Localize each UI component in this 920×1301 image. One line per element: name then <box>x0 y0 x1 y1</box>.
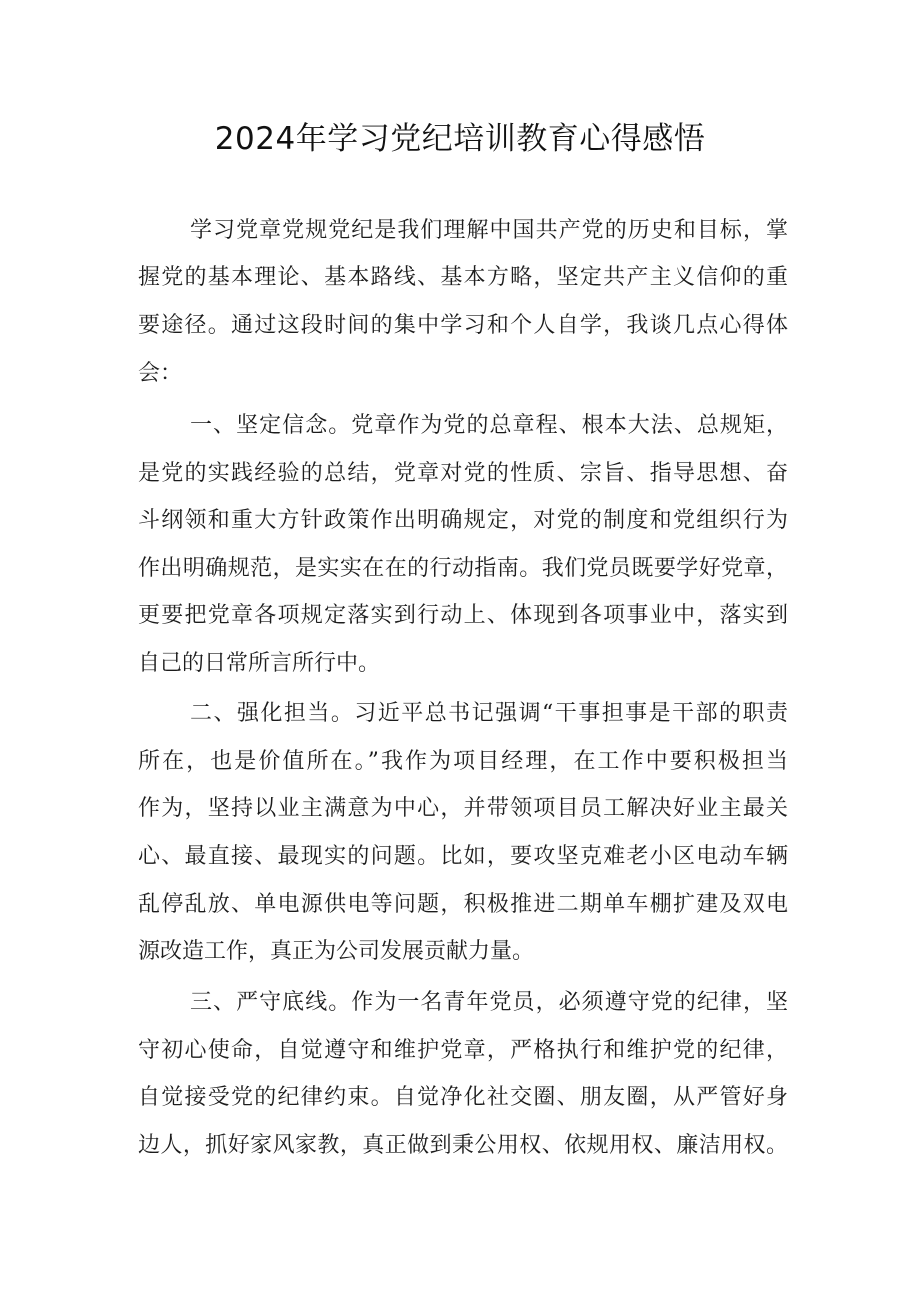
paragraph-3-line-5: 乱停乱放、单电源供电等问题，积极推进二期单车棚扩建及双电 <box>138 892 788 917</box>
paragraph-4-line-3: 自觉接受党的纪律约束。自觉净化社交圈、朋友圈，从严管好身 <box>138 1085 788 1110</box>
paragraph-2-line-4: 作出明确规范，是实实在在的行动指南。我们党员既要学好党章， <box>138 556 788 581</box>
paragraph-3-line-2: 所在，也是价值所在。”我作为项目经理，在工作中要积极担当 <box>138 749 788 774</box>
paragraph-3-line-4: 心、最直接、最现实的问题。比如，要攻坚克难老小区电动车辆 <box>138 844 788 869</box>
paragraph-4-line-1: 三、严守底线。作为一名青年党员，必须遵守党的纪律，坚 <box>190 990 788 1015</box>
paragraph-2-line-1: 一、坚定信念。党章作为党的总章程、根本大法、总规矩， <box>190 413 788 438</box>
paragraph-2-line-6: 自己的日常所言所行中。 <box>138 651 381 676</box>
paragraph-1-line-1: 学习党章党规党纪是我们理解中国共产党的历史和目标，掌 <box>190 218 788 243</box>
paragraph-1-line-2: 握党的基本理论、基本路线、基本方略，坚定共产主义信仰的重 <box>138 265 788 290</box>
paragraph-3-line-3: 作为，坚持以业主满意为中心，并带领项目员工解决好业主最关 <box>138 796 788 821</box>
paragraph-1-line-4: 会： <box>138 361 183 386</box>
paragraph-3-line-1: 二、强化担当。习近平总书记强调“干事担事是干部的职责 <box>190 701 788 726</box>
paragraph-1-line-3: 要途径。通过这段时间的集中学习和个人自学，我谈几点心得体 <box>138 313 788 338</box>
document-title: 2024年学习党纪培训教育心得感悟 <box>214 121 706 157</box>
paragraph-4-line-2: 守初心使命，自觉遵守和维护党章，严格执行和维护党的纪律， <box>138 1038 788 1063</box>
paragraph-3-line-6: 源改造工作，真正为公司发展贡献力量。 <box>138 939 535 964</box>
paragraph-2-line-3: 斗纲领和重大方针政策作出明确规定，对党的制度和党组织行为 <box>138 508 788 533</box>
paragraph-4-line-4: 边人，抓好家风家教，真正做到秉公用权、依规用权、廉洁用权。 <box>138 1133 788 1158</box>
paragraph-2-line-5: 更要把党章各项规定落实到行动上、体现到各项事业中，落实到 <box>138 603 788 628</box>
paragraph-2-line-2: 是党的实践经验的总结，党章对党的性质、宗旨、指导思想、奋 <box>138 461 788 486</box>
